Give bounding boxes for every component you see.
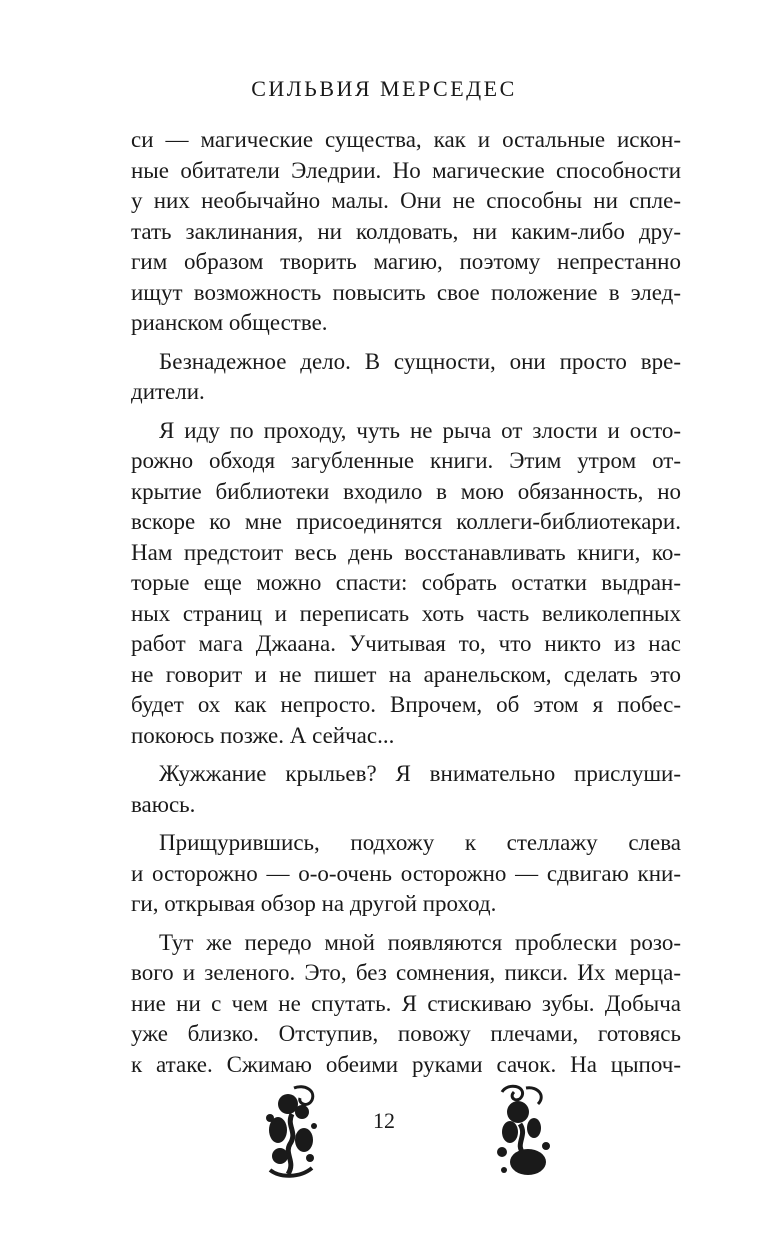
paragraph xyxy=(131,928,681,1081)
text-line: будет ох как непросто. Впрочем, об этом я побес- xyxy=(131,692,681,717)
text-line: и осторожно — о-о-очень осторожно — сдвигаю кни- xyxy=(131,860,681,886)
text-line: ги, открывая обзор на другой проход. xyxy=(131,891,497,916)
text-line: не говорит и не пишет на аранельском, сделать это xyxy=(131,661,681,687)
text-line: гим образом творить магию, поэтому непрестанно xyxy=(131,249,681,274)
text-line: уже близко. Отступив, повожу плечами, готовясь xyxy=(131,1021,681,1046)
text-line: ваюсь. xyxy=(131,791,196,817)
text-line: рианском обществе. xyxy=(131,310,328,335)
running-head: СИЛЬВИЯ МЕРСЕДЕС xyxy=(251,76,517,101)
text-line: торые еще можно спасти: собрать остатки выдран- xyxy=(131,570,681,595)
text-line: ные обитатели Элeдрии. Но магические способности xyxy=(131,157,681,183)
text-line: дители. xyxy=(131,379,205,404)
paragraph xyxy=(131,125,681,339)
text-line: вскоре ко мне присоединятся коллеги-библиотекари. xyxy=(131,509,681,534)
text-line: Жужжание крыльев? Я внимательно прислуши- xyxy=(159,761,681,786)
text-line: рожно обходя загубленные книги. Этим утром от- xyxy=(131,448,681,473)
text-line: Безнадежное дело. В сущности, они просто вре- xyxy=(159,348,681,374)
paragraph xyxy=(131,416,681,752)
text-line: у них необычайно малы. Они не способны ни спле- xyxy=(131,188,681,213)
pixie-ornament-icon xyxy=(488,1082,558,1182)
text-line: Тут же передо мной появляются проблески розо- xyxy=(159,929,681,955)
text-line: Я иду по проходу, чуть не рыча от злости и осто- xyxy=(159,417,681,443)
text-line: си — магические существа, как и остальные искон- xyxy=(131,127,681,152)
text-line: тать заклинания, ни колдовать, ни каким-либо дру- xyxy=(131,218,681,244)
page-footer xyxy=(0,1082,768,1182)
text-line: Нам предстоит весь день восстанавливать книги, ко- xyxy=(131,539,681,565)
text-line: к атаке. Сжимаю обеими руками сачок. На цыпоч- xyxy=(131,1051,681,1077)
text-line: вого и зеленого. Это, без сомнения, пикси. Их мерца- xyxy=(131,960,681,985)
text-line: ние ни с чем не спутать. Я стискиваю зубы. Добыча xyxy=(131,990,681,1016)
paragraph xyxy=(131,828,681,920)
text-line: работ мага Джаана. Учитывая то, что никто из нас xyxy=(131,631,681,656)
text-line: ищут возможность повысить свое положение в элед- xyxy=(131,279,681,305)
text-line: Прищурившись, подхожу к стеллажу слева xyxy=(159,830,681,855)
text-line: крытие библиотеки входило в мою обязанность, но xyxy=(131,478,681,504)
body-text xyxy=(131,125,681,1088)
page-number: 12 xyxy=(373,1108,395,1133)
text-line: ных страниц и переписать хоть часть великолепных xyxy=(131,600,681,626)
text-line: покоюсь позже. А сейчас... xyxy=(131,722,395,748)
paragraph xyxy=(131,759,681,820)
paragraph xyxy=(131,347,681,408)
